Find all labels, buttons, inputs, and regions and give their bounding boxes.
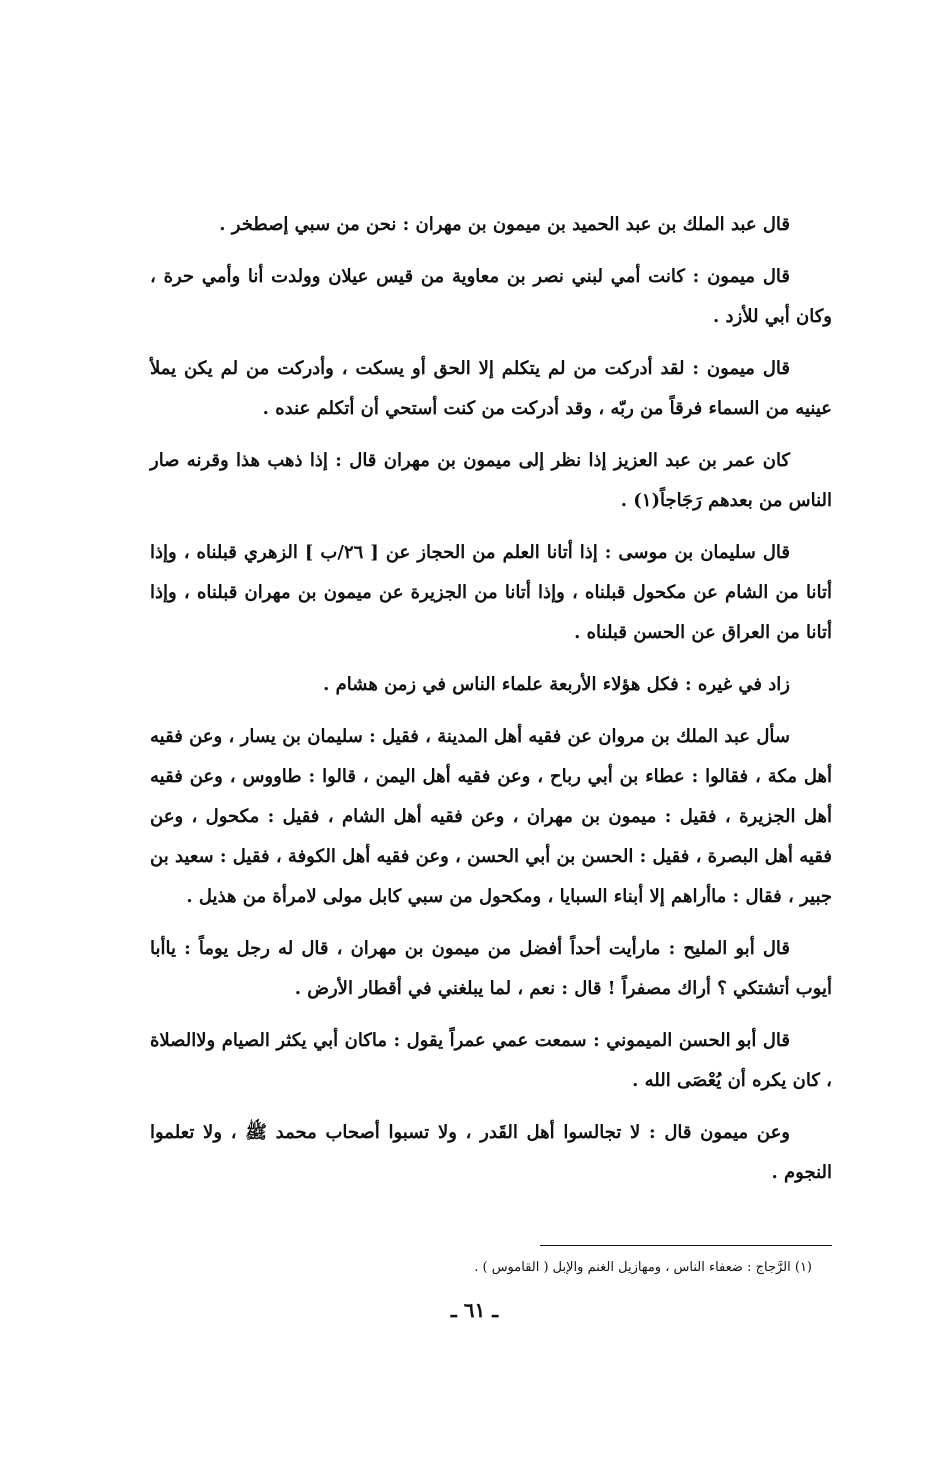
paragraph: سأل عبد الملك بن مروان عن فقيه أهل المدينة ، فقيل : سليمان بن يسار ، وعن فقيه أهل مكة ، فقالوا : عطاء بن أبي رباح ، وعن فقيه أهل اليمن ، قالوا : طاووس ، وعن فقيه أهل الجزيرة ، فقيل : ميمون بن مهران ، وعن فقيه أهل الشام ، فقيل : مكحول ، وعن فقيه أهل البصرة ، فقيل : الحسن بن أبي الحسن ، وعن فقيه أهل الكوفة ، فقيل : سعيد بن جبير ، فقال : ماأراهم إلا أبناء السبايا ، ومكحول من سبي كابل مولى لامرأة من هذيل .	[150, 726, 832, 907]
paragraph: كان عمر بن عبد العزيز إذا نظر إلى ميمون بن مهران قال : إذا ذهب هذا وقرنه صار الناس من بعدهم رَجَاجاً(١) .	[150, 450, 832, 511]
paragraph: وعن ميمون قال : لا تجالسوا أهل القَدر ، ولا تسبوا أصحاب محمد ﷺ ، ولا تعلموا النجوم .	[150, 1122, 832, 1183]
paragraph: قال عبد الملك بن عبد الحميد بن ميمون بن مهران : نحن من سبي إصطخر .	[219, 214, 790, 235]
paragraph: قال أبو المليح : مارأيت أحداً أفضل من ميمون بن مهران ، قال له رجل يوماً : ياأبا أيوب أتشتكي ؟ أراك مصفراً ! قال : نعم ، لما يبلغني في أقطار الأرض .	[150, 938, 832, 999]
paragraph: قال ميمون : كانت أمي لبني نصر بن معاوية من قيس عيلان وولدت أنا وأمي حرة ، وكان أبي للأزد .	[150, 266, 832, 327]
paragraph: قال سليمان بن موسى : إذا أتانا العلم من الحجاز عن [ ٢٦/ب ] الزهري قبلناه ، وإذا أتانا من الشام عن مكحول قبلناه ، وإذا أتانا من الجزيرة عن ميمون بن مهران قبلناه ، وإذا أتانا من العراق عن الحسن قبلناه .	[150, 542, 832, 643]
footnote: (١) الرَّجاج : ضعفاء الناس ، ومهازيل الغنم والإبل ( القاموس ) .	[474, 1260, 812, 1275]
paragraph: زاد في غيره : فكل هؤلاء الأربعة علماء الناس في زمن هشام .	[323, 674, 790, 695]
paragraph: قال أبو الحسن الميموني : سمعت عمي عمراً يقول : ماكان أبي يكثر الصيام ولاالصلاة ، كان يكره أن يُعْصَى الله .	[150, 1030, 832, 1091]
paragraph: قال ميمون : لقد أدركت من لم يتكلم إلا الحق أو يسكت ، وأدركت من لم يكن يملأ عينيه من السماء فرقاً من ربّه ، وقد أدركت من كنت أستحي أن أتكلم عنده .	[150, 358, 832, 419]
page-number: ـ ٦١ ـ	[450, 1298, 499, 1322]
main-text	[150, 205, 832, 1205]
footnote-divider	[540, 1245, 832, 1246]
